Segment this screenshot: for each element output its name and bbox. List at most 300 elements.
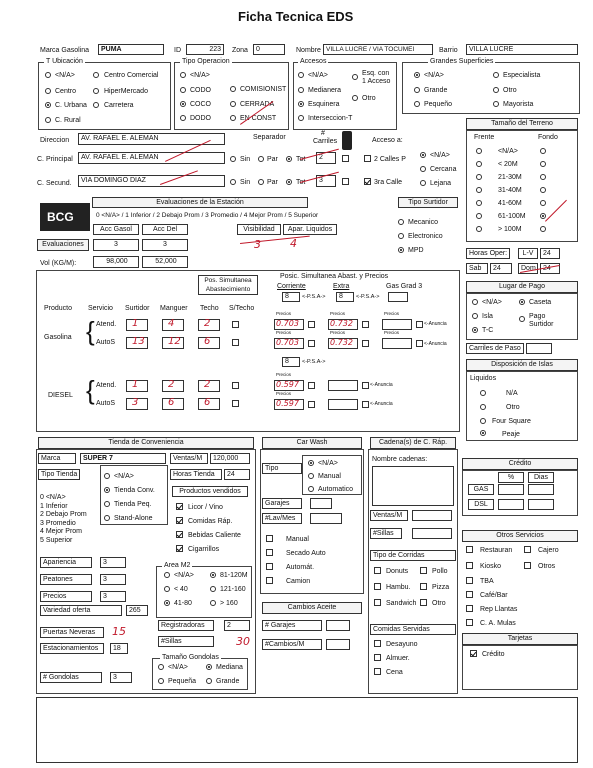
producto-label: Licor / Vino xyxy=(188,504,223,511)
tam-mediana-label: Mediana xyxy=(216,664,243,671)
diesel-cell-value: 2 xyxy=(168,379,175,390)
islas-otro-label: Otro xyxy=(506,404,520,411)
id-field[interactable]: 223 xyxy=(186,44,224,55)
tipo-conv-radio[interactable] xyxy=(104,487,110,493)
ubicacion-urbana-label: C. Urbana xyxy=(55,102,87,109)
gasolina-cell-value: 1 xyxy=(132,318,139,329)
tam-mediana-radio[interactable] xyxy=(206,664,212,670)
gasolina-stecho-checkbox[interactable] xyxy=(232,321,239,328)
area-160-radio[interactable] xyxy=(210,600,216,606)
accesos-esquinera-label: Esquinera xyxy=(308,101,340,108)
operacion-cerrada-radio[interactable] xyxy=(230,101,236,107)
corridas-title: Tipo de Corridas xyxy=(370,550,456,561)
dom-label: Dom xyxy=(518,263,538,274)
fondo-radio[interactable] xyxy=(540,174,546,180)
otros-checkbox[interactable] xyxy=(466,546,473,553)
apariencia-label: Apariencia xyxy=(40,557,92,568)
corrida-label: Sandwich xyxy=(386,600,417,607)
secund-fwd-checkbox[interactable] xyxy=(342,178,349,185)
lav-mes-field[interactable] xyxy=(310,513,342,524)
pago-isla-radio[interactable] xyxy=(472,313,478,319)
d-precios-2: Precios xyxy=(276,391,292,396)
diesel-precio-value: 0.597 xyxy=(276,380,299,389)
frente-radio[interactable] xyxy=(476,148,482,154)
area-81-label: 81-120M xyxy=(220,572,248,579)
gasolina-anuncia-checkbox[interactable] xyxy=(362,340,369,347)
accesos-esqcon-radio[interactable] xyxy=(352,74,358,80)
aceite-garajes-label: # Garajes xyxy=(262,620,322,631)
tipo-na-radio[interactable] xyxy=(104,473,110,479)
frente-radio[interactable] xyxy=(476,213,482,219)
corrida-checkbox[interactable] xyxy=(374,583,381,590)
frente-radio[interactable] xyxy=(476,226,482,232)
diesel-cell-value: 6 xyxy=(204,397,211,408)
diesel-stecho-checkbox[interactable] xyxy=(232,382,239,389)
operacion-coco-label: COCO xyxy=(190,101,211,108)
frente-radio[interactable] xyxy=(476,187,482,193)
carwash-garajes-field[interactable] xyxy=(310,498,332,509)
dos-calles-checkbox[interactable] xyxy=(364,155,371,162)
frente-radio[interactable] xyxy=(476,200,482,206)
diesel-precio-field[interactable] xyxy=(328,380,358,391)
registradoras-label: Registradoras xyxy=(158,620,214,631)
pago-tc-radio[interactable] xyxy=(472,327,478,333)
credito-pct-label: % xyxy=(498,472,524,483)
visibilidad-field[interactable]: 3 xyxy=(254,238,261,251)
otros-checkbox[interactable] xyxy=(466,591,473,598)
pago-surtidor-label: Pago Surtidor xyxy=(529,313,554,328)
secund-label: C. Secund. xyxy=(37,180,72,187)
direccion-label: Direccion xyxy=(40,137,70,144)
principal-par-radio[interactable] xyxy=(258,156,264,162)
g-anuncia-2: <-Anuncia xyxy=(424,341,447,347)
cadenas-ventas-field[interactable] xyxy=(412,510,452,521)
operacion-comisionist-radio[interactable] xyxy=(230,86,236,92)
gasolina-precio-field[interactable] xyxy=(382,338,412,349)
extra-field[interactable]: 8 xyxy=(336,292,354,302)
carwash-check-label: Automát. xyxy=(286,564,315,571)
operacion-enconst-radio[interactable] xyxy=(230,115,236,121)
otros-label: Cajero xyxy=(538,547,559,554)
operacion-codo-label: CODO xyxy=(190,87,211,94)
ubicacion-carretera-radio[interactable] xyxy=(93,102,99,108)
estac-field[interactable]: 18 xyxy=(110,643,128,654)
operacion-na-radio[interactable] xyxy=(180,72,186,78)
accesos-na-radio[interactable] xyxy=(298,72,304,78)
gasolina-anuncia-checkbox[interactable] xyxy=(416,340,423,347)
operacion-codo-radio[interactable] xyxy=(180,87,186,93)
principal-fwd-checkbox[interactable] xyxy=(342,155,349,162)
tipo-conv-label: Tienda Conv. xyxy=(114,487,155,494)
fondo-radio[interactable] xyxy=(540,226,546,232)
apar-liquidos-field[interactable]: 4 xyxy=(290,237,297,250)
barrio-label: Barrio xyxy=(439,47,458,54)
producto-label: Cigarrillos xyxy=(188,546,220,553)
ubicacion-rural-label: C. Rural xyxy=(55,117,81,124)
ubicacion-urbana-radio[interactable] xyxy=(45,102,51,108)
acc-gasol-label: Acc Gasol xyxy=(93,224,139,235)
area-41-label: 41-80 xyxy=(174,600,192,607)
vol-gasol-field[interactable]: 98,000 xyxy=(93,256,139,268)
islas-na-radio[interactable] xyxy=(480,390,486,396)
superficies-otro-radio[interactable] xyxy=(493,87,499,93)
tarjetas-credito-checkbox[interactable] xyxy=(470,650,477,657)
surtidor-mpd-radio[interactable] xyxy=(398,247,404,253)
otros-checkbox[interactable] xyxy=(466,619,473,626)
tam-grande-label: Grande xyxy=(216,678,240,685)
carwash-na-radio[interactable] xyxy=(308,460,314,466)
diesel-anuncia-checkbox[interactable] xyxy=(308,401,315,408)
g-precios-2: Precios xyxy=(330,311,346,316)
otros-checkbox[interactable] xyxy=(524,562,531,569)
area-40-radio[interactable] xyxy=(164,586,170,592)
tienda-scale-item: 3 Promedio xyxy=(40,519,76,527)
accesos-interseccion-radio[interactable] xyxy=(298,115,304,121)
tienda-title: Tienda de Conveniencia xyxy=(38,437,254,449)
servida-label: Desayuno xyxy=(386,641,418,648)
carwash-checkbox[interactable] xyxy=(266,577,273,584)
tienda-ventas-field[interactable]: 120,000 xyxy=(210,453,250,464)
servicio-col: Servicio xyxy=(88,305,113,312)
tipo-na-label: <N/A> xyxy=(114,473,134,480)
otros-label: Kiosko xyxy=(480,563,502,570)
gasolina-cell-value: 12 xyxy=(168,336,181,347)
g-precios-5: Precios xyxy=(330,330,346,335)
diesel-anuncia-checkbox[interactable] xyxy=(362,382,369,389)
corriente-field[interactable]: 8 xyxy=(282,292,300,302)
fondo-radio[interactable] xyxy=(540,187,546,193)
islas-peaje-radio[interactable] xyxy=(480,430,486,436)
ubicacion-na-label: <N/A> xyxy=(55,72,75,79)
producto-checkbox[interactable] xyxy=(176,503,183,510)
lv-label: L-V xyxy=(518,248,538,259)
accesos-medianera-radio[interactable] xyxy=(298,87,304,93)
evaluaciones-scale: 0 <N/A> / 1 Inferior / 2 Debajo Prom / 3 Promedio / 4 Mejor Prom / 5 Superior xyxy=(96,212,319,219)
principal-tot-label: Tot xyxy=(296,156,306,163)
diesel-anuncia-checkbox[interactable] xyxy=(362,401,369,408)
principal-tot-radio[interactable] xyxy=(286,156,292,162)
carriles-paso-field[interactable] xyxy=(526,343,552,354)
principal-carriles-field[interactable]: 2 xyxy=(316,152,336,164)
barrio-field[interactable]: VILLA LUCRE xyxy=(466,44,578,55)
carwash-manual-radio[interactable] xyxy=(308,473,314,479)
corriente-label: Corriente xyxy=(277,283,306,290)
operacion-coco-radio[interactable] xyxy=(180,101,186,107)
diesel-stecho-checkbox[interactable] xyxy=(232,400,239,407)
credito-dsl-dias-field[interactable] xyxy=(528,499,554,510)
corrida-checkbox[interactable] xyxy=(420,599,427,606)
otros-checkbox[interactable] xyxy=(466,605,473,612)
pago-na-radio[interactable] xyxy=(472,299,478,305)
horas-tienda-field[interactable]: 24 xyxy=(224,469,250,480)
fondo-radio[interactable] xyxy=(540,213,546,219)
visibilidad-label: Visibilidad xyxy=(237,224,281,235)
corrida-checkbox[interactable] xyxy=(374,567,381,574)
principal-field[interactable]: AV. RAFAEL E. ALEMAN xyxy=(78,152,225,164)
gasolina-atend-label: Atend. xyxy=(96,321,117,328)
gondolas-field[interactable]: 3 xyxy=(110,672,132,683)
cadenas-title: Cadena(s) de C. Ráp. xyxy=(370,437,456,449)
secund-par-radio[interactable] xyxy=(258,179,264,185)
carriles-label: # Carriles xyxy=(313,130,338,145)
otros-title: Otros Servicios xyxy=(462,530,578,542)
surtidor-electronico-radio[interactable] xyxy=(398,233,404,239)
gasolina-anuncia-checkbox[interactable] xyxy=(308,340,315,347)
surtidor-mecanico-label: Mecanico xyxy=(408,219,438,226)
cambios-mes-field[interactable] xyxy=(326,639,350,650)
superficies-especialista-label: Especialista xyxy=(503,72,541,79)
carwash-check-label: Manual xyxy=(286,536,309,543)
diesel-precio-field[interactable] xyxy=(328,399,358,410)
servida-checkbox[interactable] xyxy=(374,640,381,647)
tarjetas-title: Tarjetas xyxy=(462,633,578,645)
ubicacion-rural-radio[interactable] xyxy=(45,117,51,123)
posic-title: Posic. Simultanea Abast. y Precios xyxy=(280,273,389,280)
ubicacion-cc-radio[interactable] xyxy=(93,72,99,78)
tam-pequena-radio[interactable] xyxy=(158,678,164,684)
servida-checkbox[interactable] xyxy=(374,668,381,675)
puertas-field[interactable]: 15 xyxy=(112,625,126,638)
tam-pequena-label: Pequeña xyxy=(168,678,197,685)
tam-grande-radio[interactable] xyxy=(206,678,212,684)
variedad-field[interactable]: 265 xyxy=(126,605,148,616)
accesos-interseccion-label: Interseccion-T xyxy=(308,115,353,122)
credito-dias-label: Dias xyxy=(528,472,554,483)
page-title: Ficha Tecnica EDS xyxy=(238,9,354,24)
gas-grad-label: Gas Grad 3 xyxy=(386,283,423,290)
accesos-otro-radio[interactable] xyxy=(352,95,358,101)
tipo-peq-label: Tienda Peq. xyxy=(114,501,152,508)
otros-checkbox[interactable] xyxy=(524,546,531,553)
credito-dsl-pct-field[interactable] xyxy=(498,499,524,510)
ubicacion-na-radio[interactable] xyxy=(45,72,51,78)
bcg-logo-text: BCG xyxy=(47,210,74,224)
acc-del-label: Acc Del xyxy=(142,224,188,235)
diesel-label: DIESEL xyxy=(48,392,73,399)
otros-checkbox[interactable] xyxy=(466,562,473,569)
producto-col: Producto xyxy=(44,305,73,312)
sab-label: Sab xyxy=(466,263,488,274)
principal-sin-radio[interactable] xyxy=(230,156,236,162)
producto-checkbox[interactable] xyxy=(176,545,183,552)
credito-gas-dias-field[interactable] xyxy=(528,484,554,495)
terreno-size-label: 41-60M xyxy=(498,200,522,207)
producto-label: Comidas Ráp. xyxy=(188,518,233,525)
producto-checkbox[interactable] xyxy=(176,517,183,524)
islas-otro-radio[interactable] xyxy=(480,404,486,410)
secund-field[interactable]: VIA DOMINGO DIAZ xyxy=(78,175,225,187)
terreno-size-label: > 100M xyxy=(498,226,522,233)
otros-label: Otros xyxy=(538,563,556,570)
acceso-cercana-label: Cercana xyxy=(430,166,457,173)
otros-label: C. A. Mulas xyxy=(480,620,516,627)
fondo-label: Fondo xyxy=(538,134,558,141)
frente-radio[interactable] xyxy=(476,161,482,167)
sillas-field[interactable]: 30 xyxy=(236,635,250,648)
acceso-cercana-radio[interactable] xyxy=(420,166,426,172)
zona-field[interactable]: 0 xyxy=(253,44,285,55)
gas-grad-field[interactable] xyxy=(388,292,408,302)
gasolina-stecho-checkbox[interactable] xyxy=(232,339,239,346)
tienda-marca-field[interactable]: SUPER 7 xyxy=(80,453,166,464)
superficies-grande-radio[interactable] xyxy=(414,87,420,93)
secund-sin-radio[interactable] xyxy=(230,179,236,185)
pago-tc-label: T-C xyxy=(482,327,494,334)
diesel-psa-field[interactable]: 8 xyxy=(282,357,300,367)
carwash-checkbox[interactable] xyxy=(266,549,273,556)
acc-gasol-field[interactable]: 3 xyxy=(93,239,139,251)
servida-label: Cena xyxy=(386,669,403,676)
otros-label: Café/Bar xyxy=(480,592,508,599)
secund-tot-radio[interactable] xyxy=(286,179,292,185)
secund-carriles-field[interactable]: 3 xyxy=(316,175,336,187)
operacion-dodo-label: DODO xyxy=(190,115,211,122)
gasolina-anuncia-checkbox[interactable] xyxy=(416,321,423,328)
fondo-radio[interactable] xyxy=(540,161,546,167)
superficies-mayorista-radio[interactable] xyxy=(493,101,499,107)
dom-field[interactable]: 24 xyxy=(540,263,560,274)
area-41-radio[interactable] xyxy=(164,600,170,606)
cadenas-nombre-field[interactable] xyxy=(372,466,454,506)
servidas-title: Comidas Servidas xyxy=(370,624,456,635)
carwash-manual-label: Manual xyxy=(318,473,341,480)
g-precios-1: Precios xyxy=(276,311,292,316)
area-160-label: > 160 xyxy=(220,600,238,607)
cadenas-sillas-field[interactable] xyxy=(412,528,452,539)
fondo-radio[interactable] xyxy=(540,200,546,206)
gasolina-anuncia-checkbox[interactable] xyxy=(362,321,369,328)
pago-na-label: <N/A> xyxy=(482,299,502,306)
corrida-checkbox[interactable] xyxy=(420,567,427,574)
dos-calles-label: 2 Calles P xyxy=(374,156,406,163)
horas-oper-label: Horas Oper: xyxy=(466,248,510,259)
islas-four-radio[interactable] xyxy=(480,418,486,424)
g-precios-4: Precios xyxy=(276,330,292,335)
gasolina-precio-field[interactable] xyxy=(382,319,412,330)
superficies-na-radio[interactable] xyxy=(414,72,420,78)
diesel-anuncia-checkbox[interactable] xyxy=(308,382,315,389)
tarjetas-group xyxy=(462,645,578,690)
corrida-checkbox[interactable] xyxy=(374,599,381,606)
direccion-field[interactable]: AV. RAFAEL E. ALEMAN xyxy=(78,133,225,145)
diesel-autos-label: AutoS xyxy=(96,400,116,407)
accesos-otro-label: Otro xyxy=(362,95,376,102)
frente-label: Frente xyxy=(474,134,495,141)
frente-radio[interactable] xyxy=(476,174,482,180)
superficies-pequeno-label: Pequeño xyxy=(424,101,453,108)
pos-simul-label: Pos. Simultanea Abastecimiento xyxy=(198,275,258,295)
peatones-field[interactable]: 3 xyxy=(100,574,126,585)
carwash-checkbox[interactable] xyxy=(266,535,273,542)
tienda-scale-item: 4 Mejor Prom xyxy=(40,528,83,535)
credito-gas-pct-field[interactable] xyxy=(498,484,524,495)
superficies-title: Grandes Superficies xyxy=(430,58,494,65)
marca-field[interactable]: PUMA xyxy=(98,44,164,55)
estac-label: Estacionamientos xyxy=(40,643,104,654)
lv-field[interactable]: 24 xyxy=(540,248,560,259)
area-title: Area M2 xyxy=(164,562,191,569)
vol-del-field[interactable]: 52,000 xyxy=(142,256,188,268)
precios-field[interactable]: 3 xyxy=(100,591,126,602)
area-81-radio[interactable] xyxy=(210,572,216,578)
sab-field[interactable]: 24 xyxy=(490,263,512,274)
tipo-stand-label: Stand-Alone xyxy=(114,515,153,522)
superficies-especialista-radio[interactable] xyxy=(493,72,499,78)
pago-surtidor-radio[interactable] xyxy=(519,316,525,322)
ubicacion-hiper-label: HiperMercado xyxy=(104,88,148,95)
acceso-na-label: <N/A> xyxy=(430,152,450,159)
ubicacion-centro-radio[interactable] xyxy=(45,88,51,94)
g-anuncia-1: <-Anuncia xyxy=(424,321,447,327)
principal-par-label: Par xyxy=(267,156,278,163)
superficies-mayorista-label: Mayorista xyxy=(503,101,534,108)
tam-na-radio[interactable] xyxy=(158,664,164,670)
terreno-size-label: 21-30M xyxy=(498,174,522,181)
notes-area[interactable] xyxy=(36,697,578,763)
servida-label: Almuer. xyxy=(386,655,410,662)
area-121-radio[interactable] xyxy=(210,586,216,592)
operacion-dodo-radio[interactable] xyxy=(180,115,186,121)
techo-col: Techo xyxy=(200,305,219,312)
diesel-cell-value: 6 xyxy=(168,397,175,408)
horas-tienda-label: Horas Tienda xyxy=(170,469,222,480)
tipo-stand-radio[interactable] xyxy=(104,515,110,521)
principal-label: C. Principal xyxy=(37,156,73,163)
apariencia-field[interactable]: 3 xyxy=(100,557,126,568)
acceso-lejana-radio[interactable] xyxy=(420,180,426,186)
servida-checkbox[interactable] xyxy=(374,654,381,661)
area-na-radio[interactable] xyxy=(164,572,170,578)
corrida-checkbox[interactable] xyxy=(420,583,427,590)
gasolina-precio-value: 0.703 xyxy=(276,338,299,347)
acceso-lejana-label: Lejana xyxy=(430,180,452,187)
puertas-label: Puertas Neveras xyxy=(40,627,104,638)
tienda-marca-label: Marca xyxy=(38,453,76,464)
aceite-garajes-field[interactable] xyxy=(326,620,350,631)
tipo-peq-radio[interactable] xyxy=(104,501,110,507)
surtidor-mecanico-radio[interactable] xyxy=(398,219,404,225)
pen-stroke xyxy=(240,236,310,244)
gasolina-brace-icon: { xyxy=(86,316,95,346)
pago-caseta-radio[interactable] xyxy=(519,299,525,305)
carwash-title: Car Wash xyxy=(262,437,362,449)
acceso-na-radio[interactable] xyxy=(420,152,426,158)
islas-title: Disposición de Islas xyxy=(466,359,578,371)
tres-calle-checkbox[interactable] xyxy=(364,178,371,185)
accesos-esquinera-radio[interactable] xyxy=(298,101,304,107)
producto-checkbox[interactable] xyxy=(176,531,183,538)
surtidor-col: Surtidor xyxy=(125,305,150,312)
psa-1-label: <-P.S.A-> xyxy=(302,294,326,300)
operacion-enconst-label: EN CONST xyxy=(240,115,277,122)
pago-isla-label: Isla xyxy=(482,313,493,320)
ubicacion-hiper-radio[interactable] xyxy=(93,88,99,94)
otros-checkbox[interactable] xyxy=(466,577,473,584)
fondo-radio[interactable] xyxy=(540,148,546,154)
carwash-auto-radio[interactable] xyxy=(308,486,314,492)
acc-del-field[interactable]: 3 xyxy=(142,239,188,251)
carwash-checkbox[interactable] xyxy=(266,563,273,570)
tienda-scale-item: 2 Debajo Prom xyxy=(40,511,87,518)
stecho-col: S/Techo xyxy=(229,305,255,312)
nombre-field[interactable]: VILLA LUCRE / VIA TOCUMEI xyxy=(323,44,433,55)
evaluaciones-label: Evaluaciones xyxy=(37,239,89,251)
registradoras-field[interactable]: 2 xyxy=(224,620,250,631)
vol-label: Vol (KG/M): xyxy=(40,260,77,267)
tienda-scale-item: 1 Inferior xyxy=(40,502,68,510)
superficies-pequeno-radio[interactable] xyxy=(414,101,420,107)
gasolina-anuncia-checkbox[interactable] xyxy=(308,321,315,328)
